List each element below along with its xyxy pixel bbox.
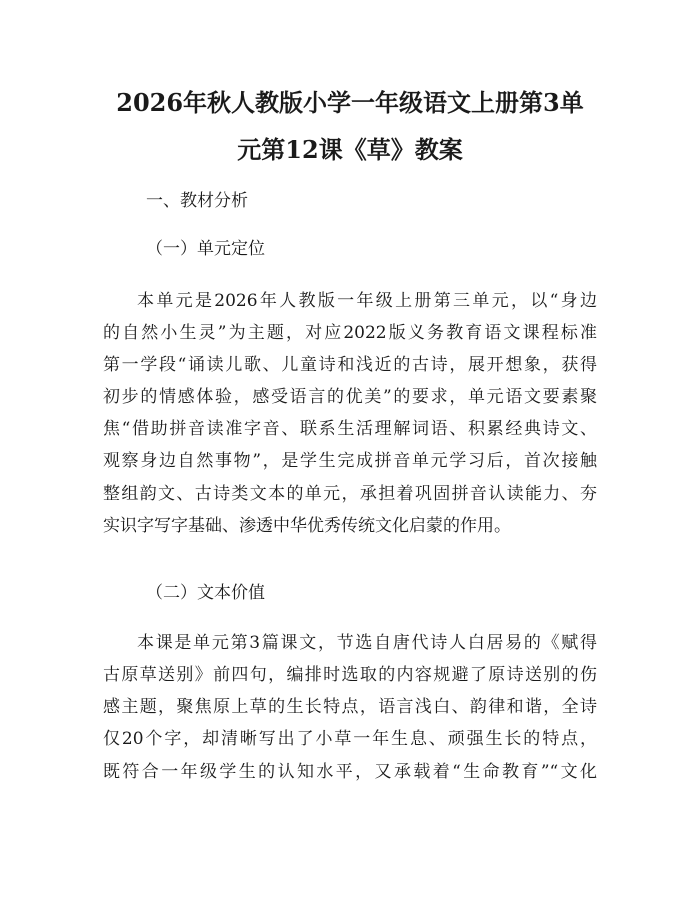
paragraph-line: 焦“借助拼音读准字音、联系生活理解词语、积累经典诗文、 bbox=[103, 419, 597, 439]
paragraph-line: 感主题，聚焦原上草的生长特点，语言浅白、韵律和谐，全诗 bbox=[103, 697, 597, 717]
paragraph-line: 本课是单元第3篇课文，节选自唐代诗人白居易的《赋得 bbox=[137, 633, 597, 653]
paragraph-line: 第一学段“诵读儿歌、儿童诗和浅近的古诗，展开想象，获得 bbox=[103, 355, 597, 375]
paragraph-line: 既符合一年级学生的认知水平，又承载着“生命教育”“文化 bbox=[103, 762, 597, 782]
paragraph-line: 的自然小生灵”为主题，对应2022版义务教育语文课程标准 bbox=[103, 323, 597, 343]
paragraph-line: 初步的情感体验，感受语言的优美”的要求，单元语文要素聚 bbox=[103, 387, 597, 407]
subsection-heading-text-value: （二）文本价值 bbox=[146, 583, 265, 603]
paragraph-line: 观察身边自然事物”，是学生完成拼音单元学习后，首次接触 bbox=[103, 451, 597, 471]
paragraph-line: 古原草送别》前四句，编排时选取的内容规避了原诗送别的伤 bbox=[103, 665, 597, 685]
paragraph-line: 仅20个字，却清晰写出了小草一年生息、顽强生长的特点， bbox=[103, 729, 597, 749]
document-title-line-1: 2026年秋人教版小学一年级语文上册第3单 bbox=[116, 88, 584, 117]
paragraph-line: 整组韵文、古诗类文本的单元，承担着巩固拼音认读能力、夯 bbox=[103, 484, 597, 504]
document-title-line-2: 元第12课《草》教案 bbox=[237, 135, 463, 164]
paragraph-line: 本单元是2026年人教版一年级上册第三单元，以“身边 bbox=[137, 291, 597, 311]
section-heading-teaching-analysis: 一、教材分析 bbox=[146, 191, 248, 211]
subsection-heading-unit-positioning: （一）单元定位 bbox=[146, 239, 265, 259]
paragraph-line: 实识字写字基础、渗透中华优秀传统文化启蒙的作用。 bbox=[103, 516, 511, 536]
